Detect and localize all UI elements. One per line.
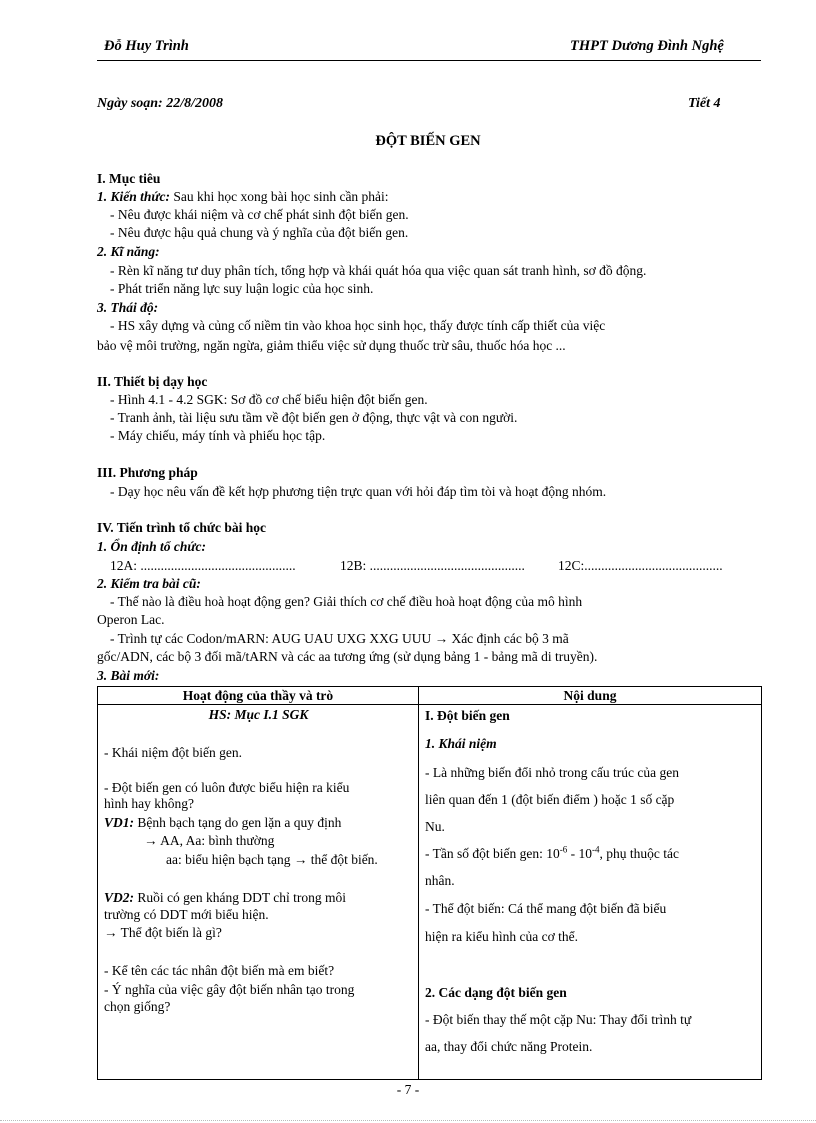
header-school: THPT Dương Đình Nghệ (570, 38, 724, 54)
review-label: 2. Kiểm tra bài cũ: (97, 576, 201, 591)
equipment-item-2: - Tranh ảnh, tài liệu sưu tầm về đột biến gen ở động, thực vật và con người. (110, 410, 518, 425)
knowledge-text: Sau khi học xong bài học sinh cần phải: (169, 189, 389, 204)
mutation-frequency (425, 846, 679, 862)
activity-line: hình hay không? (104, 796, 194, 811)
content-cell (419, 705, 762, 1080)
content-line: Nu. (425, 819, 445, 834)
example-1-text: Bệnh bạch tạng do gen lặn a quy định (134, 815, 342, 830)
header-author: Đỗ Huy Trình (104, 38, 189, 54)
activities-cell (98, 705, 419, 1080)
skills-item-2: - Phát triển năng lực suy luận logic của học sinh. (110, 281, 374, 296)
lesson-period: Tiết 4 (688, 96, 721, 111)
equipment-item-3: - Máy chiếu, máy tính và phiếu học tập. (110, 428, 326, 443)
activity-line: trường có DDT mới biểu hiện. (104, 907, 269, 922)
attitude-item-2: bảo vệ môi trường, ngăn ngừa, giảm thiểu việc sử dụng thuốc trừ sâu, thuốc hóa học ... (97, 338, 566, 353)
review-item-2: Operon Lac. (97, 612, 165, 627)
skills-item-1: - Rèn kĩ năng tư duy phân tích, tổng hợp và khái quát hóa qua việc quan sát tranh hình, sơ đồ động. (110, 263, 647, 278)
new-lesson-label: 3. Bài mới: (97, 668, 160, 683)
knowledge-label: 1. Kiến thức: (97, 189, 170, 204)
content-subheading: 1. Khái niệm (425, 736, 497, 751)
page-title: ĐỘT BIẾN GEN (375, 133, 481, 149)
knowledge-line (97, 188, 389, 205)
activity-line: - Đột biến gen có luôn được biểu hiện ra kiểu (104, 780, 350, 795)
activity-line: - Khái niệm đột biến gen. (104, 745, 242, 760)
content-line: - Đột biến thay thế một cặp Nu: Thay đổi trình tự (425, 1012, 692, 1027)
section-objectives-heading: I. Mục tiêu (97, 171, 161, 186)
section-method-heading: III. Phương pháp (97, 465, 198, 480)
example-2-label: VD2: (104, 890, 134, 905)
frequency-text: - Tần số đột biến gen: 10 (425, 846, 560, 861)
review-item-1: - Thế nào là điều hoà hoạt động gen? Giải thích cơ chế điều hoà hoạt động của mô hình (110, 594, 583, 609)
attitude-label: 3. Thái độ: (97, 300, 159, 315)
col-activities-header: Hoạt động của thầy và trò (98, 687, 419, 705)
example-2 (104, 890, 346, 906)
example-1 (104, 815, 341, 831)
frequency-text: , phụ thuộc tác (599, 846, 679, 861)
class-12a: 12A: .............................................. (110, 558, 296, 573)
frequency-exponent: -6 (559, 844, 568, 855)
lesson-table (97, 686, 762, 1080)
activity-line: chọn giống? (104, 999, 171, 1014)
activity-line: aa: biểu hiện bạch tạng → thể đột biến. (166, 852, 378, 867)
review-item-4: gốc/ADN, các bộ 3 đối mã/tARN và các aa tương ứng (sử dụng bảng 1 - bảng mã di truyền). (97, 649, 598, 664)
content-heading: I. Đột biến gen (425, 708, 510, 723)
activity-line: → AA, Aa: bình thường (144, 833, 275, 848)
lesson-date: Ngày soạn: 22/8/2008 (97, 96, 223, 111)
activity-line: → Thể đột biến là gì? (104, 925, 222, 940)
content-heading: 2. Các dạng đột biến gen (425, 985, 567, 1000)
knowledge-item-2: - Nêu được hậu quả chung và ý nghĩa của đột biến gen. (110, 225, 409, 240)
content-line: aa, thay đổi chức năng Protein. (425, 1039, 593, 1054)
class-12c: 12C:......................................... (558, 558, 723, 573)
activity-line: - Kể tên các tác nhân đột biến mà em biết? (104, 963, 335, 978)
activity-ref: HS: Mục I.1 SGK (208, 707, 309, 722)
content-line: liên quan đến 1 (đột biến điểm ) hoặc 1 số cặp (425, 792, 675, 807)
skills-label: 2. Kĩ năng: (97, 244, 160, 259)
example-2-text: Ruồi có gen kháng DDT chỉ trong môi (134, 890, 346, 905)
attitude-item-1: - HS xây dựng và củng cố niềm tin vào khoa học sinh học, thấy được tính cấp thiết của việc (110, 318, 606, 333)
activity-line: - Ý nghĩa của việc gây đột biến nhân tạo trong (104, 982, 355, 997)
col-content-header: Nội dung (419, 687, 762, 705)
content-line: - Thể đột biến: Cá thể mang đột biến đã biểu (425, 901, 667, 916)
content-line: hiện ra kiểu hình của cơ thể. (425, 929, 578, 944)
equipment-item-1: - Hình 4.1 - 4.2 SGK: Sơ đồ cơ chế biểu hiện đột biến gen. (110, 392, 428, 407)
section-process-heading: IV. Tiến trình tổ chức bài học (97, 520, 267, 535)
frequency-exponent: -4 (591, 844, 600, 855)
organization-label: 1. Ổn định tổ chức: (97, 539, 206, 554)
table-header-row (98, 687, 762, 705)
page-number: - 7 - (396, 1082, 420, 1097)
class-12b: 12B: .............................................. (340, 558, 525, 573)
section-equipment-heading: II. Thiết bị dạy học (97, 374, 208, 389)
page-bottom-divider (0, 1120, 816, 1121)
review-item-3: - Trình tự các Codon/mARN: AUG UAU UXG XXG UUU → Xác định các bộ 3 mã (110, 631, 569, 646)
table-row (98, 705, 762, 1080)
header-divider (97, 60, 761, 61)
content-line: - Là những biến đổi nhỏ trong cấu trúc của gen (425, 765, 679, 780)
knowledge-item-1: - Nêu được khái niệm và cơ chế phát sinh đột biến gen. (110, 207, 409, 222)
content-line: nhân. (425, 873, 455, 888)
method-item-1: - Dạy học nêu vấn đề kết hợp phương tiện trực quan với hỏi đáp tìm tòi và hoạt động nhóm. (110, 484, 607, 499)
example-1-label: VD1: (104, 815, 134, 830)
frequency-text: - 10 (567, 846, 592, 861)
